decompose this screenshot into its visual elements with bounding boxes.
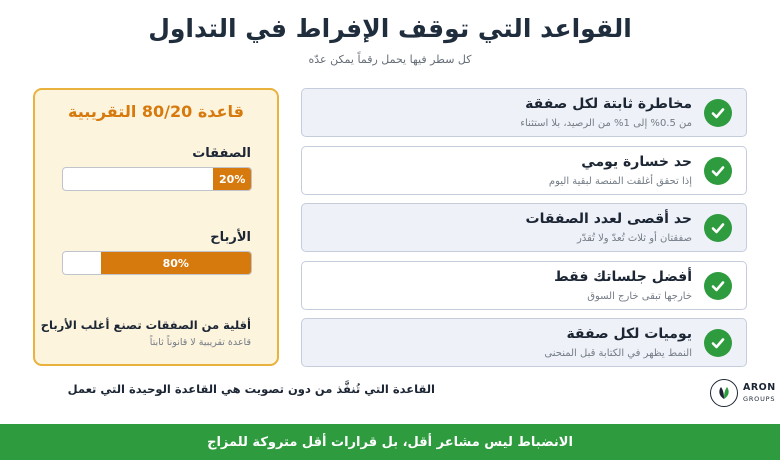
leaf-logo-icon <box>710 379 738 407</box>
page-title: القواعد التي توقف الإفراط في التداول <box>148 14 632 43</box>
brand-subname: GROUPS <box>743 395 776 403</box>
footer-banner: الانضباط ليس مشاعر أقل، بل قرارات أقل متروكة للمزاج <box>0 424 780 460</box>
card-footnote-subtitle: قاعدة تقريبية لا قانوناً ثابتاً <box>149 337 251 348</box>
rule-title: أفضل جلساتك فقط <box>554 268 692 285</box>
rule-title: حد خسارة يومي <box>581 153 692 170</box>
rule-item <box>301 88 747 137</box>
rule-item <box>301 146 747 195</box>
rule-subtitle: من 0.5% إلى 1% من الرصيد، بلا استثناء <box>520 118 692 129</box>
check-icon <box>704 329 732 357</box>
rule-item <box>301 261 747 310</box>
rules-list <box>301 88 747 376</box>
brand <box>710 379 776 409</box>
card-footnote-title: أقلية من الصفقات تصنع أغلب الأرباح <box>40 318 251 332</box>
trades-value: 20% <box>219 172 246 186</box>
rule-item <box>301 203 747 252</box>
page-subtitle: كل سطر فيها يحمل رقماً يمكن عدّه <box>308 53 472 66</box>
rule-subtitle: إذا تحقق أغلقت المنصة لبقية اليوم <box>548 175 692 187</box>
rule-subtitle: خارجها تبقى خارج السوق <box>587 290 692 302</box>
profits-bar <box>62 251 252 275</box>
trades-bar <box>62 167 252 191</box>
rule-title: مخاطرة ثابتة لكل صفقة <box>525 96 692 112</box>
card-title: قاعدة 80/20 التقريبية <box>68 102 244 121</box>
check-icon <box>704 99 732 127</box>
rule-subtitle: صفقتان أو ثلاث تُعدّ ولا تُقدّر <box>577 233 692 244</box>
check-icon <box>704 157 732 185</box>
profits-value: 80% <box>162 256 189 270</box>
profits-bar-fill <box>101 252 251 274</box>
rule-title: حد أقصى لعدد الصفقات <box>525 211 692 227</box>
rule-title: يوميات لكل صفقة <box>566 326 692 342</box>
pareto-card <box>33 88 279 366</box>
rule-item <box>301 318 747 367</box>
check-icon <box>704 214 732 242</box>
rule-subtitle: النمط يظهر في الكتابة قبل المنحنى <box>544 348 692 359</box>
profits-label: الأرباح <box>210 230 251 245</box>
trades-bar-fill <box>213 168 251 190</box>
brand-name: ARON <box>743 382 776 393</box>
check-icon <box>704 272 732 300</box>
trades-label: الصفقات <box>192 146 251 161</box>
rule-note: القاعدة التي تُنفَّذ من دون تصويت هي القاعدة الوحيدة التي تعمل <box>67 382 435 396</box>
